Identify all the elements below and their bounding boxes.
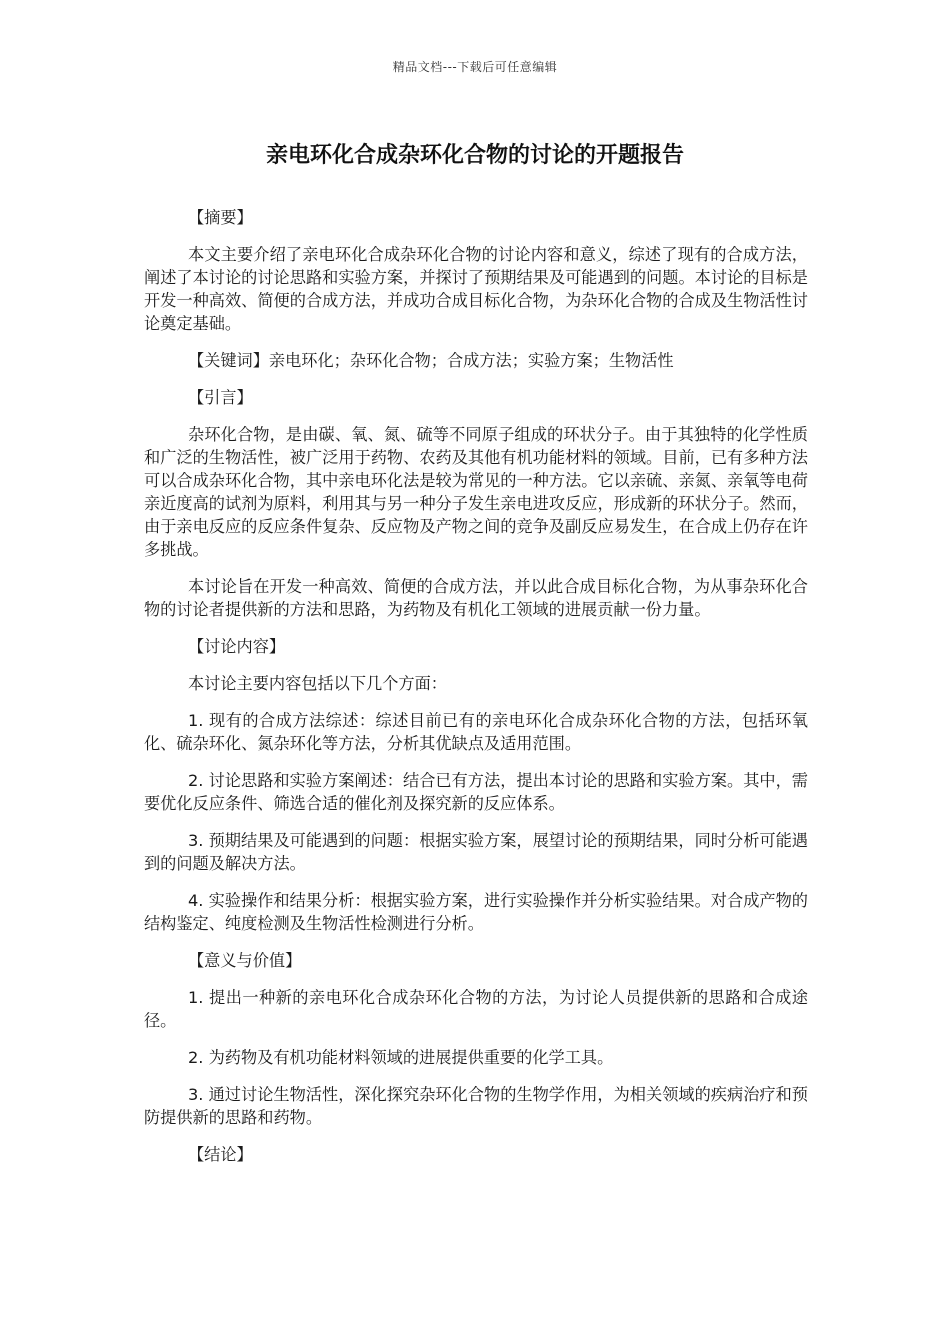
content-item-4: 4. 实验操作和结果分析：根据实验方案，进行实验操作并分析实验结果。对合成产物的结构鉴定、纯度检测及生物活性检测进行分析。: [144, 891, 808, 933]
content-item-2: 2. 讨论思路和实验方案阐述：结合已有方法，提出本讨论的思路和实验方案。其中，需要优化反应条件、筛选合适的催化剂及探究新的反应体系。: [144, 771, 808, 813]
intro-paragraph-1: 杂环化合物，是由碳、氧、氮、硫等不同原子组成的环状分子。由于其独特的化学性质和广泛的生物活性，被广泛用于药物、农药及其他有机功能材料的领域。目前，已有多种方法可以合成杂环化合物，其中亲电环化法是较为常见的一种方法。它以亲硫、亲氮、亲氧等电荷亲近度高的试剂为原料，利用其与另一种分子发生亲电进攻反应，形成新的环状分子。然而，由于亲电反应的反应条件复杂、反应物及产物之间的竞争及副反应易发生，在合成上仍存在许多挑战。: [144, 425, 808, 559]
intro-paragraph-2: 本讨论旨在开发一种高效、简便的合成方法，并以此合成目标化合物，为从事杂环化合物的讨论者提供新的方法和思路，为药物及有机化工领域的进展贡献一份力量。: [144, 577, 808, 619]
value-item-3: 3. 通过讨论生物活性，深化探究杂环化合物的生物学作用，为相关领域的疾病治疗和预防提供新的思路和药物。: [144, 1085, 808, 1127]
value-heading: 【意义与价值】: [188, 951, 302, 970]
value-item-2: 2. 为药物及有机功能材料领域的进展提供重要的化学工具。: [188, 1048, 614, 1067]
header-note: 精品文档---下载后可任意编辑: [392, 60, 558, 74]
conclusion-heading: 【结论】: [188, 1145, 253, 1164]
document-title: 亲电环化合成杂环化合物的讨论的开题报告: [265, 143, 684, 168]
content-heading: 【讨论内容】: [188, 637, 286, 656]
abstract-paragraph: 本文主要介绍了亲电环化合成杂环化合物的讨论内容和意义，综述了现有的合成方法，阐述了本讨论的讨论思路和实验方案，并探讨了预期结果及可能遇到的问题。本讨论的目标是开发一种高效、简便的合成方法，并成功合成目标化合物，为杂环化合物的合成及生物活性讨论奠定基础。: [144, 245, 808, 333]
content-item-1: 1. 现有的合成方法综述：综述目前已有的亲电环化合成杂环化合物的方法，包括环氧化、硫杂环化、氮杂环化等方法，分析其优缺点及适用范围。: [144, 711, 808, 753]
value-item-1: 1. 提出一种新的亲电环化合成杂环化合物的方法，为讨论人员提供新的思路和合成途径。: [144, 988, 808, 1030]
abstract-heading: 【摘要】: [188, 208, 253, 227]
content-item-3: 3. 预期结果及可能遇到的问题：根据实验方案，展望讨论的预期结果，同时分析可能遇到的问题及解决方法。: [144, 831, 808, 873]
intro-heading: 【引言】: [188, 388, 253, 407]
content-intro: 本讨论主要内容包括以下几个方面：: [188, 674, 447, 693]
document-body: [144, 206, 808, 1180]
keywords-line: 【关键词】亲电环化；杂环化合物；合成方法；实验方案；生物活性: [188, 351, 674, 370]
